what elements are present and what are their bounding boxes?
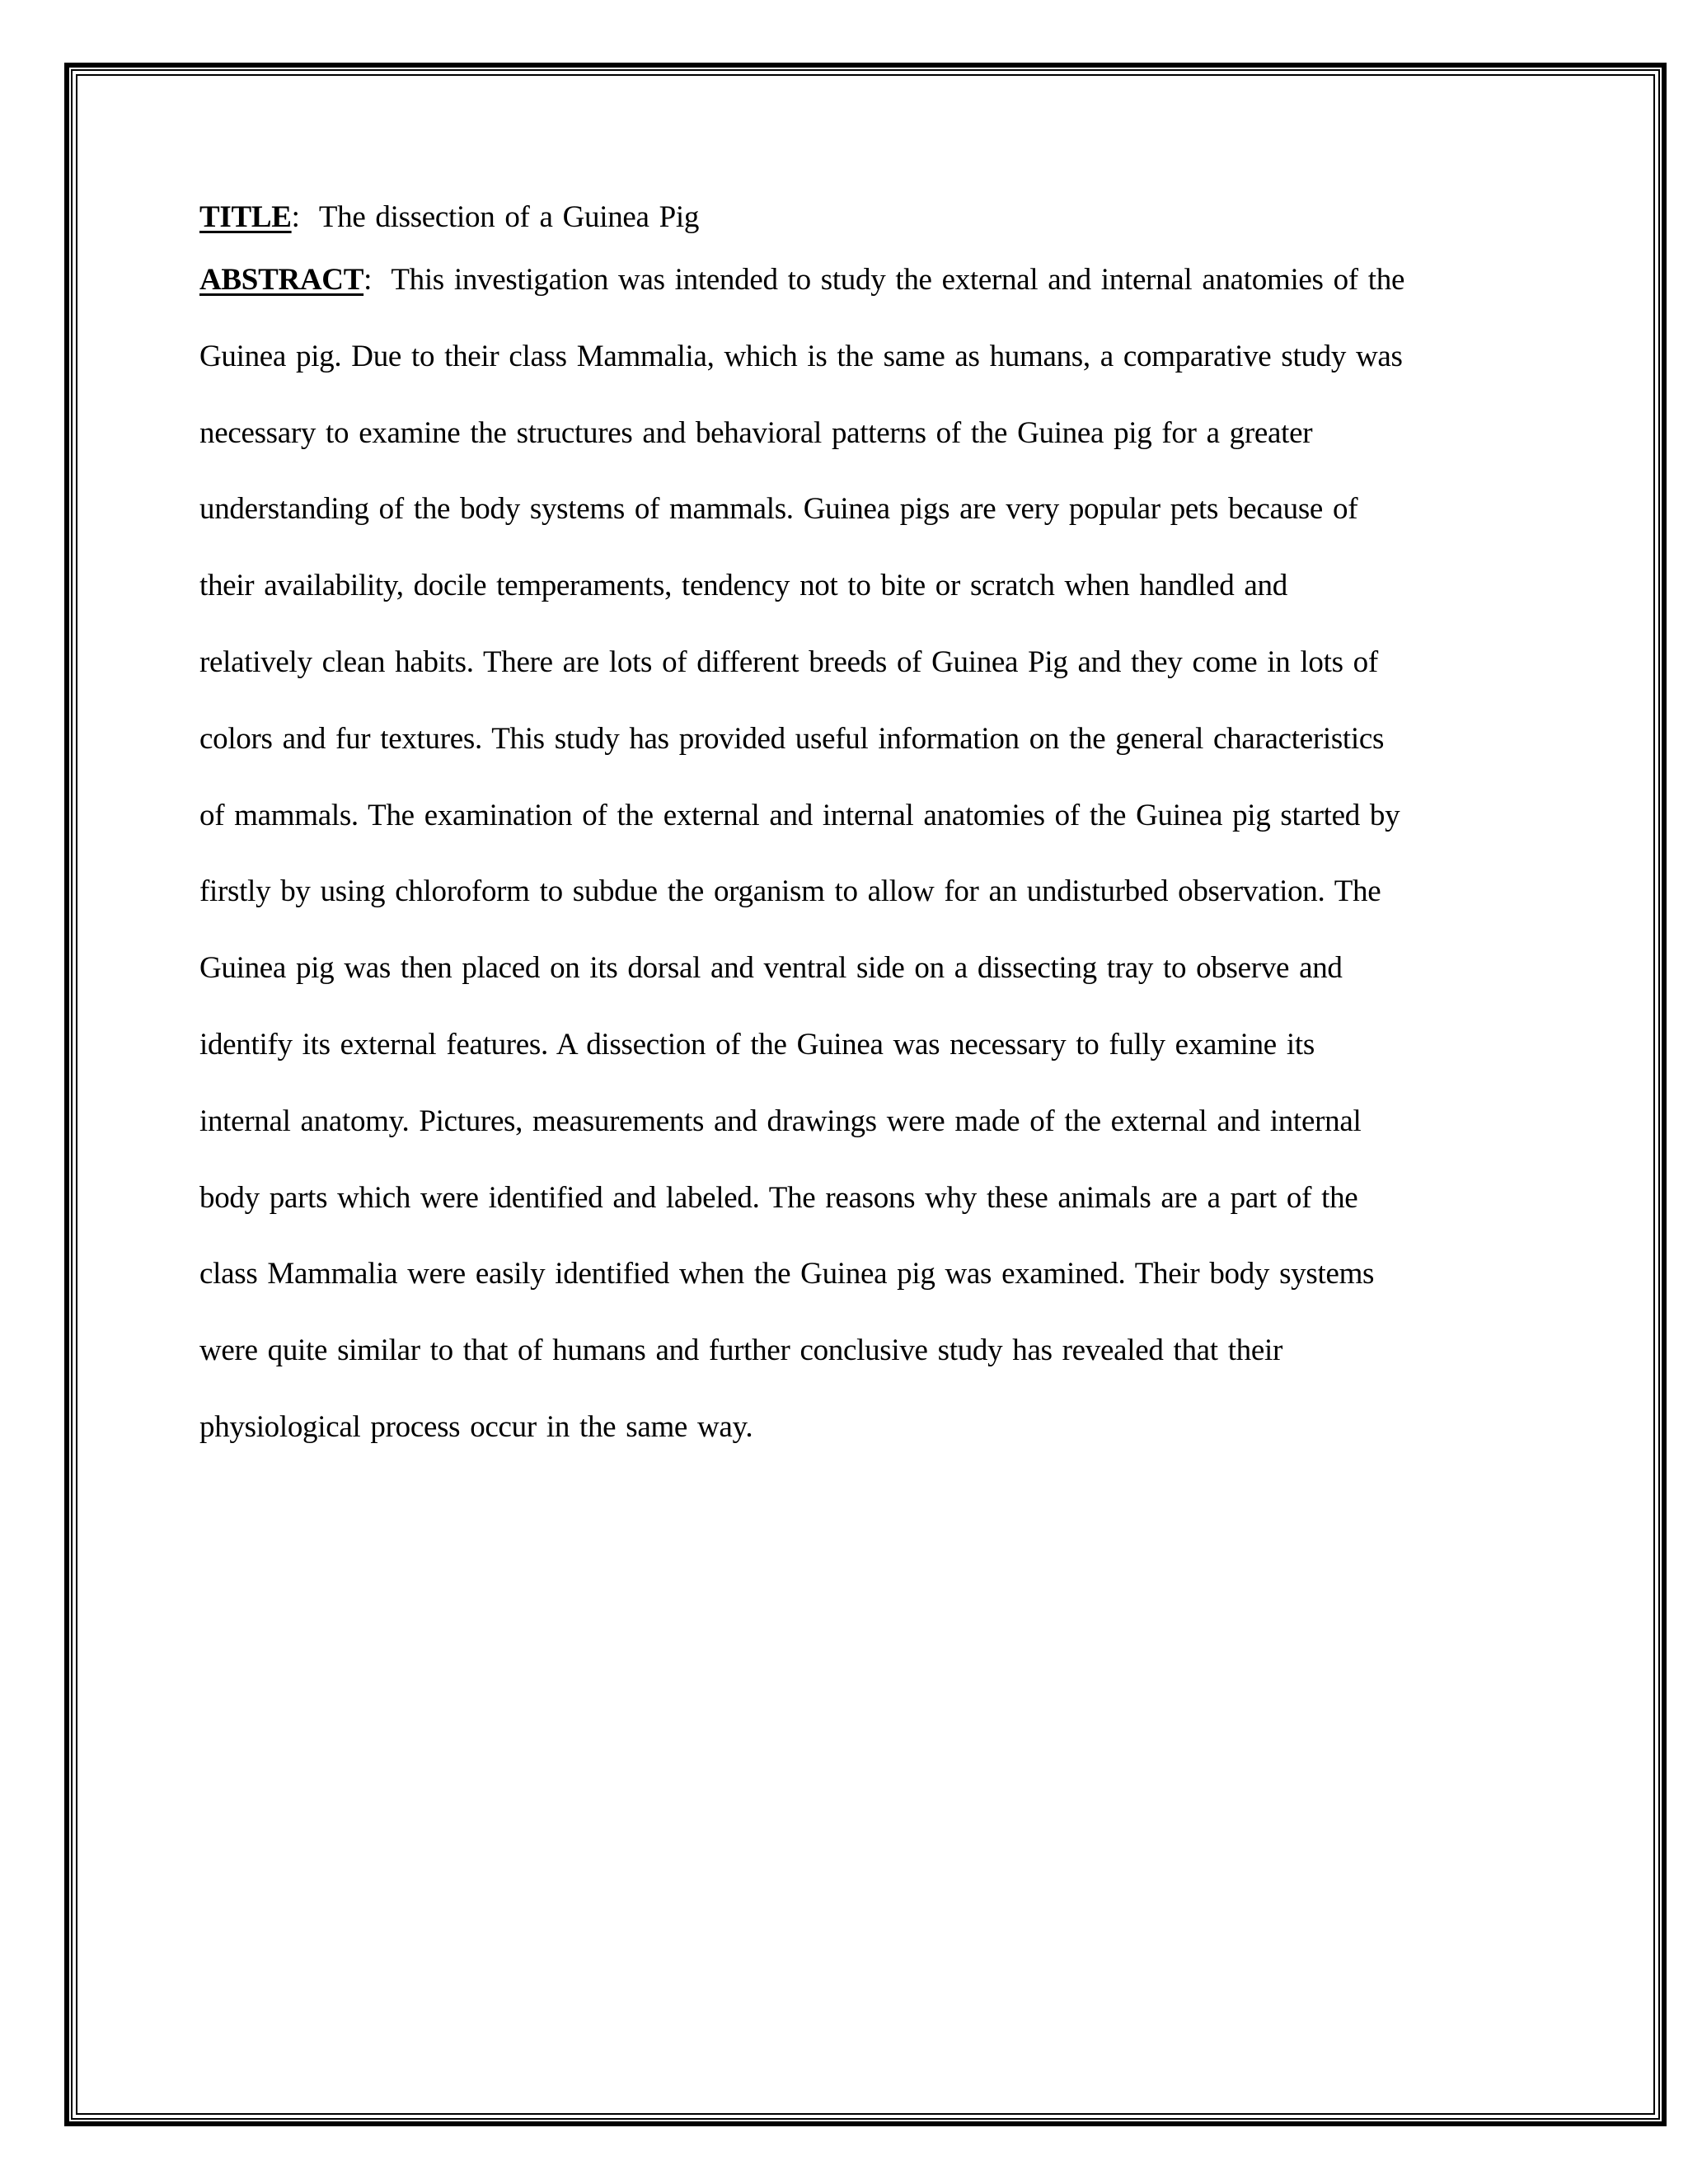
abstract-text-line: This investigation was intended to study the external and internal anatomies of the xyxy=(391,263,1405,297)
abstract-line xyxy=(199,1100,1502,1177)
abstract-separator: : xyxy=(363,263,373,297)
abstract-line xyxy=(199,1329,1502,1406)
abstract-text-line: were quite similar to that of humans and further conclusive study has revealed that their xyxy=(199,1333,1283,1368)
title-line xyxy=(199,196,1502,239)
abstract-line xyxy=(199,870,1502,947)
document-body xyxy=(199,196,1502,1483)
abstract-text-line: colors and fur textures. This study has provided useful information on the general characteristics xyxy=(199,721,1385,756)
abstract-line xyxy=(199,335,1502,412)
abstract-line xyxy=(199,488,1502,565)
abstract-text-line: identify its external features. A dissection of the Guinea was necessary to fully examine its xyxy=(199,1027,1315,1062)
abstract-text-line: relatively clean habits. There are lots of different breeds of Guinea Pig and they come in lots of xyxy=(199,644,1378,679)
abstract-line xyxy=(199,947,1502,1024)
abstract-text-line: of mammals. The examination of the external and internal anatomies of the Guinea pig started by xyxy=(199,798,1400,832)
abstract-text-line: body parts which were identified and labeled. The reasons why these animals are a part of the xyxy=(199,1180,1358,1215)
abstract-line xyxy=(199,641,1502,718)
abstract-text-line: physiological process occur in the same way. xyxy=(199,1409,753,1444)
abstract-line xyxy=(199,794,1502,871)
abstract-text-line: firstly by using chloroform to subdue the organism to allow for an undisturbed observation. The xyxy=(199,874,1381,909)
abstract-line xyxy=(199,1177,1502,1254)
abstract-text-line: Guinea pig. Due to their class Mammalia, which is the same as humans, a comparative study was xyxy=(199,339,1403,373)
abstract-text-line: necessary to examine the structures and behavioral patterns of the Guinea pig for a greater xyxy=(199,415,1313,450)
abstract-text-line: class Mammalia were easily identified when the Guinea pig was examined. Their body systems xyxy=(199,1257,1375,1291)
abstract-line xyxy=(199,565,1502,641)
abstract-line xyxy=(199,259,1502,335)
abstract-line xyxy=(199,1253,1502,1329)
abstract-text-line: Guinea pig was then placed on its dorsal and ventral side on a dissecting tray to observe and xyxy=(199,951,1343,986)
title-separator: : xyxy=(291,200,300,234)
abstract-line xyxy=(199,1024,1502,1100)
title-label: TITLE xyxy=(199,200,292,234)
abstract-line xyxy=(199,1406,1502,1483)
title-text: The dissection of a Guinea Pig xyxy=(318,200,700,234)
abstract-label: ABSTRACT xyxy=(199,263,364,297)
abstract-text-line: internal anatomy. Pictures, measurements and drawings were made of the external and internal xyxy=(199,1104,1362,1138)
abstract-line xyxy=(199,718,1502,794)
abstract-text-line: their availability, docile temperaments, tendency not to bite or scratch when handled and xyxy=(199,569,1287,603)
abstract-line xyxy=(199,412,1502,489)
abstract-text-line: understanding of the body systems of mammals. Guinea pigs are very popular pets because of xyxy=(199,492,1358,527)
